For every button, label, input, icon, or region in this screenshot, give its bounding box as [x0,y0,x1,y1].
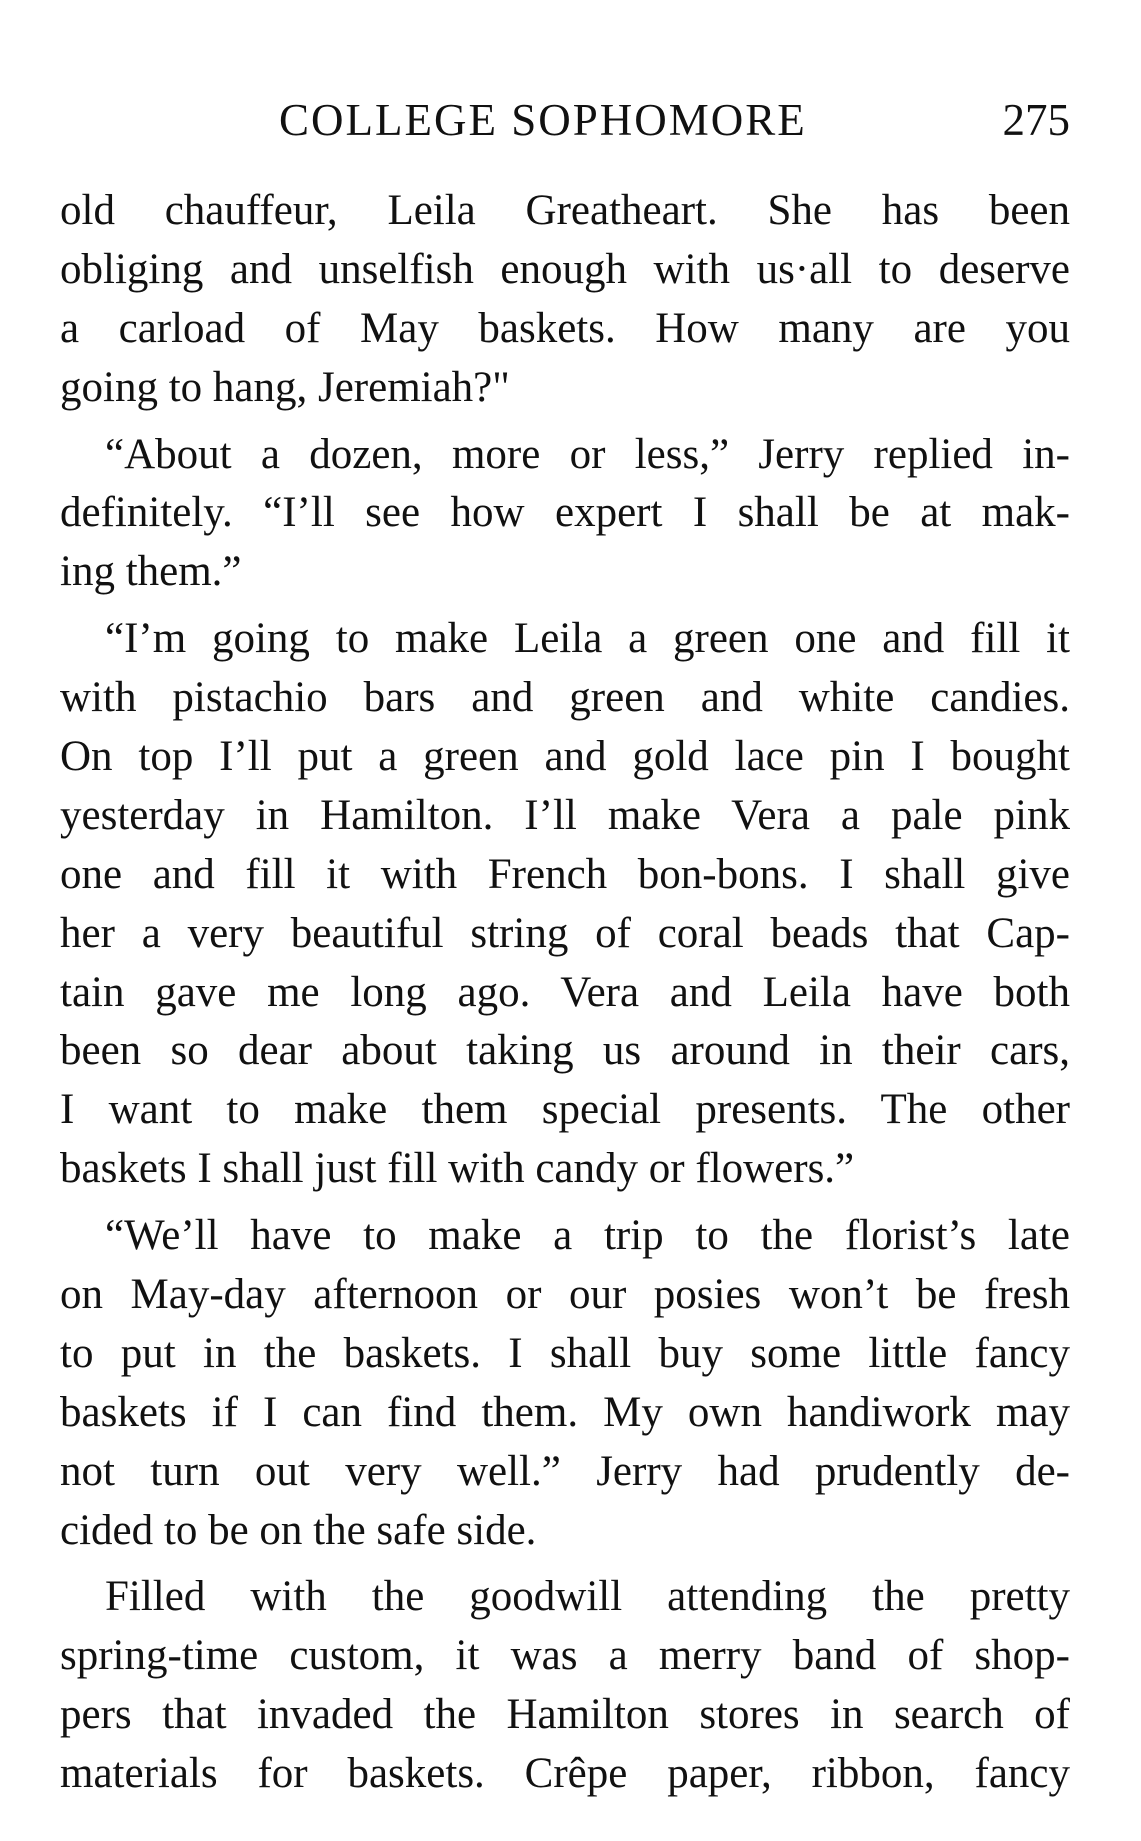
paragraph-2 [60,426,1070,603]
text-line: to put in the baskets. I shall buy some little fancy [60,1329,1070,1377]
text-line: tain gave me long ago. Vera and Leila have both [60,968,1070,1016]
running-header [60,92,1070,148]
text-line: Filled with the goodwill attending the pretty [105,1573,1070,1621]
text-line: ing them.” [60,548,242,596]
text-line: going to hang, Jeremiah?" [60,363,510,411]
text-line: On top I’ll put a green and gold lace pin I bought [60,733,1070,781]
text-line: baskets if I can find them. My own handiwork may [60,1388,1070,1436]
page-number: 275 [1002,95,1070,145]
text-line: not turn out very well.” Jerry had prudently de- [60,1447,1070,1495]
text-line: materials for baskets. Crêpe paper, ribbon, fancy [60,1750,1070,1798]
text-line: her a very beautiful string of coral beads that Cap- [60,909,1070,957]
text-line: a carload of May baskets. How many are you [60,304,1070,352]
paragraph-1 [60,182,1070,418]
text-line: obliging and unselfish enough with us·all to deserve [60,245,1070,293]
text-line: definitely. “I’ll see how expert I shall be at mak- [60,489,1070,537]
text-line: been so dear about taking us around in their cars, [60,1027,1070,1075]
body-text [60,182,1070,1812]
text-line: on May-day afternoon or our posies won’t be fresh [60,1271,1070,1319]
text-line: with pistachio bars and green and white candies. [60,674,1070,722]
text-line: one and fill it with French bon-bons. I shall give [60,850,1070,898]
text-line: I want to make them special presents. The other [60,1086,1070,1134]
text-line: spring-time custom, it was a merry band of shop- [60,1632,1070,1680]
text-line: “I’m going to make Leila a green one and fill it [105,615,1070,663]
text-line: pers that invaded the Hamilton stores in search of [60,1691,1070,1739]
text-line: “About a dozen, more or less,” Jerry replied in- [105,430,1070,478]
text-line: “We’ll have to make a trip to the florist’s late [105,1212,1070,1260]
paragraph-3 [60,610,1070,1199]
paragraph-4 [60,1207,1070,1560]
paragraph-5 [60,1568,1070,1804]
text-line: old chauffeur, Leila Greatheart. She has been [60,187,1070,234]
text-line: cided to be on the safe side. [60,1506,537,1554]
running-title: COLLEGE SOPHOMORE [279,95,807,145]
text-line: baskets I shall just fill with candy or flowers.” [60,1145,855,1193]
text-line: yesterday in Hamilton. I’ll make Vera a pale pink [60,791,1070,839]
